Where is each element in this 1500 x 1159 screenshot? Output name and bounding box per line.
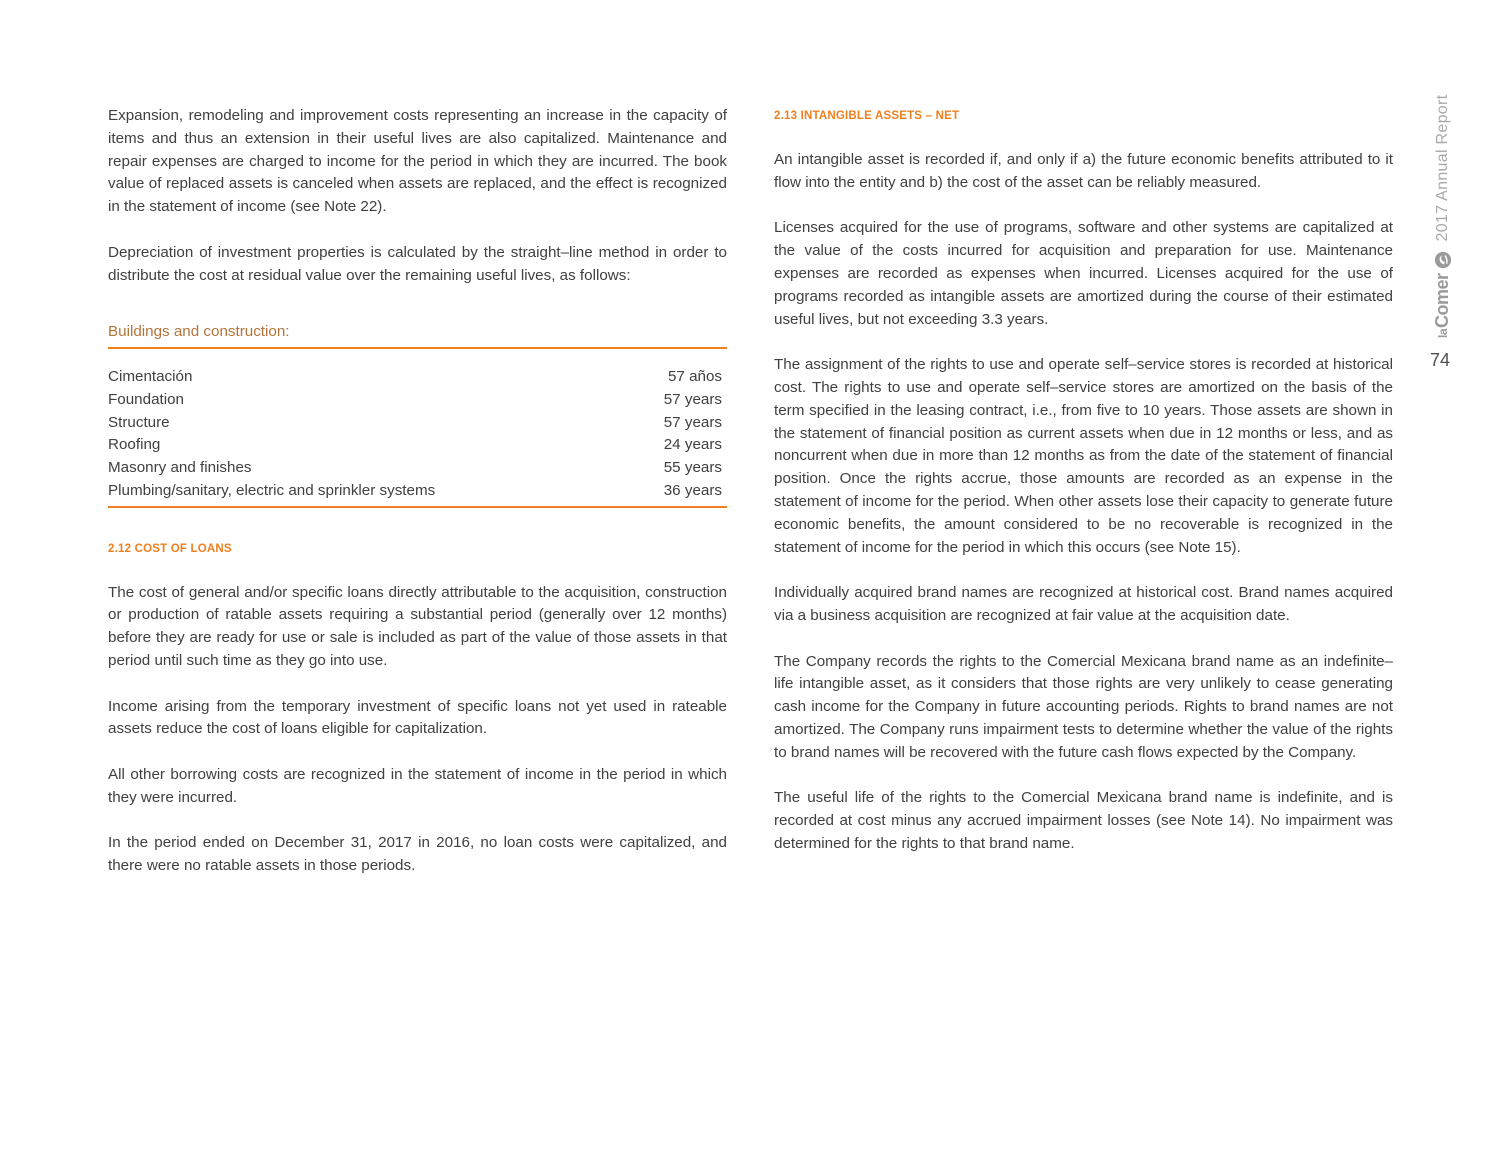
row-label: Roofing [108, 436, 161, 454]
paragraph-depreciation: Depreciation of investment properties is calculated by the straight–line method in order to distribute the cost at residual value over the remaining useful lives, as follows: [108, 243, 727, 284]
left-column [108, 105, 727, 901]
table-row [108, 480, 727, 507]
paragraph-comercial-mexicana-rights: The Company records the rights to the Comercial Mexicana brand name as an indefinite–life intangible asset, as it considers that those rights are very unlikely to cease generating cash income for the Company in future accounting periods. Rights to brand names are not amortized. The Company runs impairment tests to determine whether the value of the rights to brand names will be recovered with the future cash flows expected by the Company. [774, 652, 1393, 761]
page-number: 74 [1430, 350, 1451, 370]
sidebar-rotated-text [1432, 95, 1453, 338]
paragraph-self-service-rights: The assignment of the rights to use and operate self–service stores is recorded at historical cost. The rights to use and operate self–service stores are amortized on the basis of the term specified in the leasing contract, i.e., from five to 10 years. Those assets are shown in the statement of financial position as current assets when due in 12 months or less, and as noncurrent when due in more than 12 months as from the date of the statement of financial position. Once the rights accrue, those amounts are recorded as an expense in the statement of income for the period. When other assets lose their capacity to generate future economic benefits, the amount considered to be no recoverable is recognized in the statement of income for the period in which this occurs (see Note 15). [774, 356, 1393, 556]
heading-cost-of-loans: 2.12 COST OF LOANS [108, 542, 232, 555]
paragraph-expansion-costs: Expansion, remodeling and improvement costs representing an increase in the capacity of items and thus an extension in their useful lives are also capitalized. Maintenance and repair expenses are charged to income for the period in which they are incurred. The book value of replaced assets is canceled when assets are replaced, and the effect is recognized in the statement of income (see Note 22). [108, 107, 727, 216]
paragraph-borrowing-costs: All other borrowing costs are recognized in the statement of income in the period in which they were incurred. [108, 765, 727, 806]
paragraph-intangible-definition: An intangible asset is recorded if, and only if a) the future economic benefits attributed to it flow into the entity and b) the cost of the asset can be reliably measured. [774, 151, 1393, 191]
paragraph-loan-cost: The cost of general and/or specific loans directly attributable to the acquisition, construction or production of ratable assets requiring a substantial period (generally over 12 months) before they are ready for use or sale is included as part of the value of those assets in that period until such time as they go into use. [108, 583, 727, 669]
paragraph-licenses: Licenses acquired for the use of programs, software and other systems are capitalized at the value of the costs incurred for acquisition and preparation for use. Maintenance expenses are recorded as expenses when incurred. Licenses acquired for the use of programs recorded as intangible assets are amortized during the course of their estimated useful lives, but not exceeding 3.3 years. [774, 219, 1393, 328]
right-column [774, 105, 1393, 879]
table-row [108, 457, 727, 480]
lacomer-logo [1432, 251, 1453, 338]
sidebar-report-label [1424, 60, 1460, 380]
report-title: 2017 Annual Report [1433, 94, 1451, 242]
paragraph-brand-names: Individually acquired brand names are recognized at historical cost. Brand names acquired via a business acquisition are recognized at fair value at the acquisition date. [774, 584, 1393, 624]
row-label: Plumbing/sanitary, electric and sprinkler systems [108, 481, 436, 499]
table-row [108, 389, 727, 412]
row-label: Cimentación [108, 368, 193, 386]
paragraph-temporary-investment: Income arising from the temporary investment of specific loans not yet used in rateable assets reduce the cost of loans eligible for capitalization. [108, 697, 727, 738]
logo-name: Comer [1432, 273, 1452, 328]
paragraph-useful-life: The useful life of the rights to the Comercial Mexicana brand name is indefinite, and is recorded at cost minus any accrued impairment losses (see Note 14). No impairment was determined for the rights to that brand name. [774, 789, 1393, 852]
paragraph-period-ended: In the period ended on December 31, 2017 in 2016, no loan costs were capitalized, and there were no ratable assets in those periods. [108, 834, 727, 875]
row-value: 55 years [663, 459, 722, 477]
heading-intangible-assets: 2.13 INTANGIBLE ASSETS – NET [774, 110, 960, 122]
logo-prefix: la [1435, 328, 1450, 338]
row-value: 57 años [667, 368, 722, 386]
useful-lives-table [108, 366, 727, 507]
row-value: 57 years [663, 413, 722, 431]
row-value: 24 years [663, 436, 722, 454]
row-value: 36 years [663, 481, 722, 499]
lacomer-swirl-icon [1434, 251, 1452, 269]
table-row [108, 366, 727, 389]
row-label: Structure [108, 413, 170, 431]
row-label: Masonry and finishes [108, 459, 252, 477]
table-row [108, 434, 727, 457]
table-row [108, 412, 727, 435]
table-caption-buildings: Buildings and construction: [108, 321, 727, 349]
row-value: 57 years [663, 391, 722, 409]
row-label: Foundation [108, 391, 184, 409]
